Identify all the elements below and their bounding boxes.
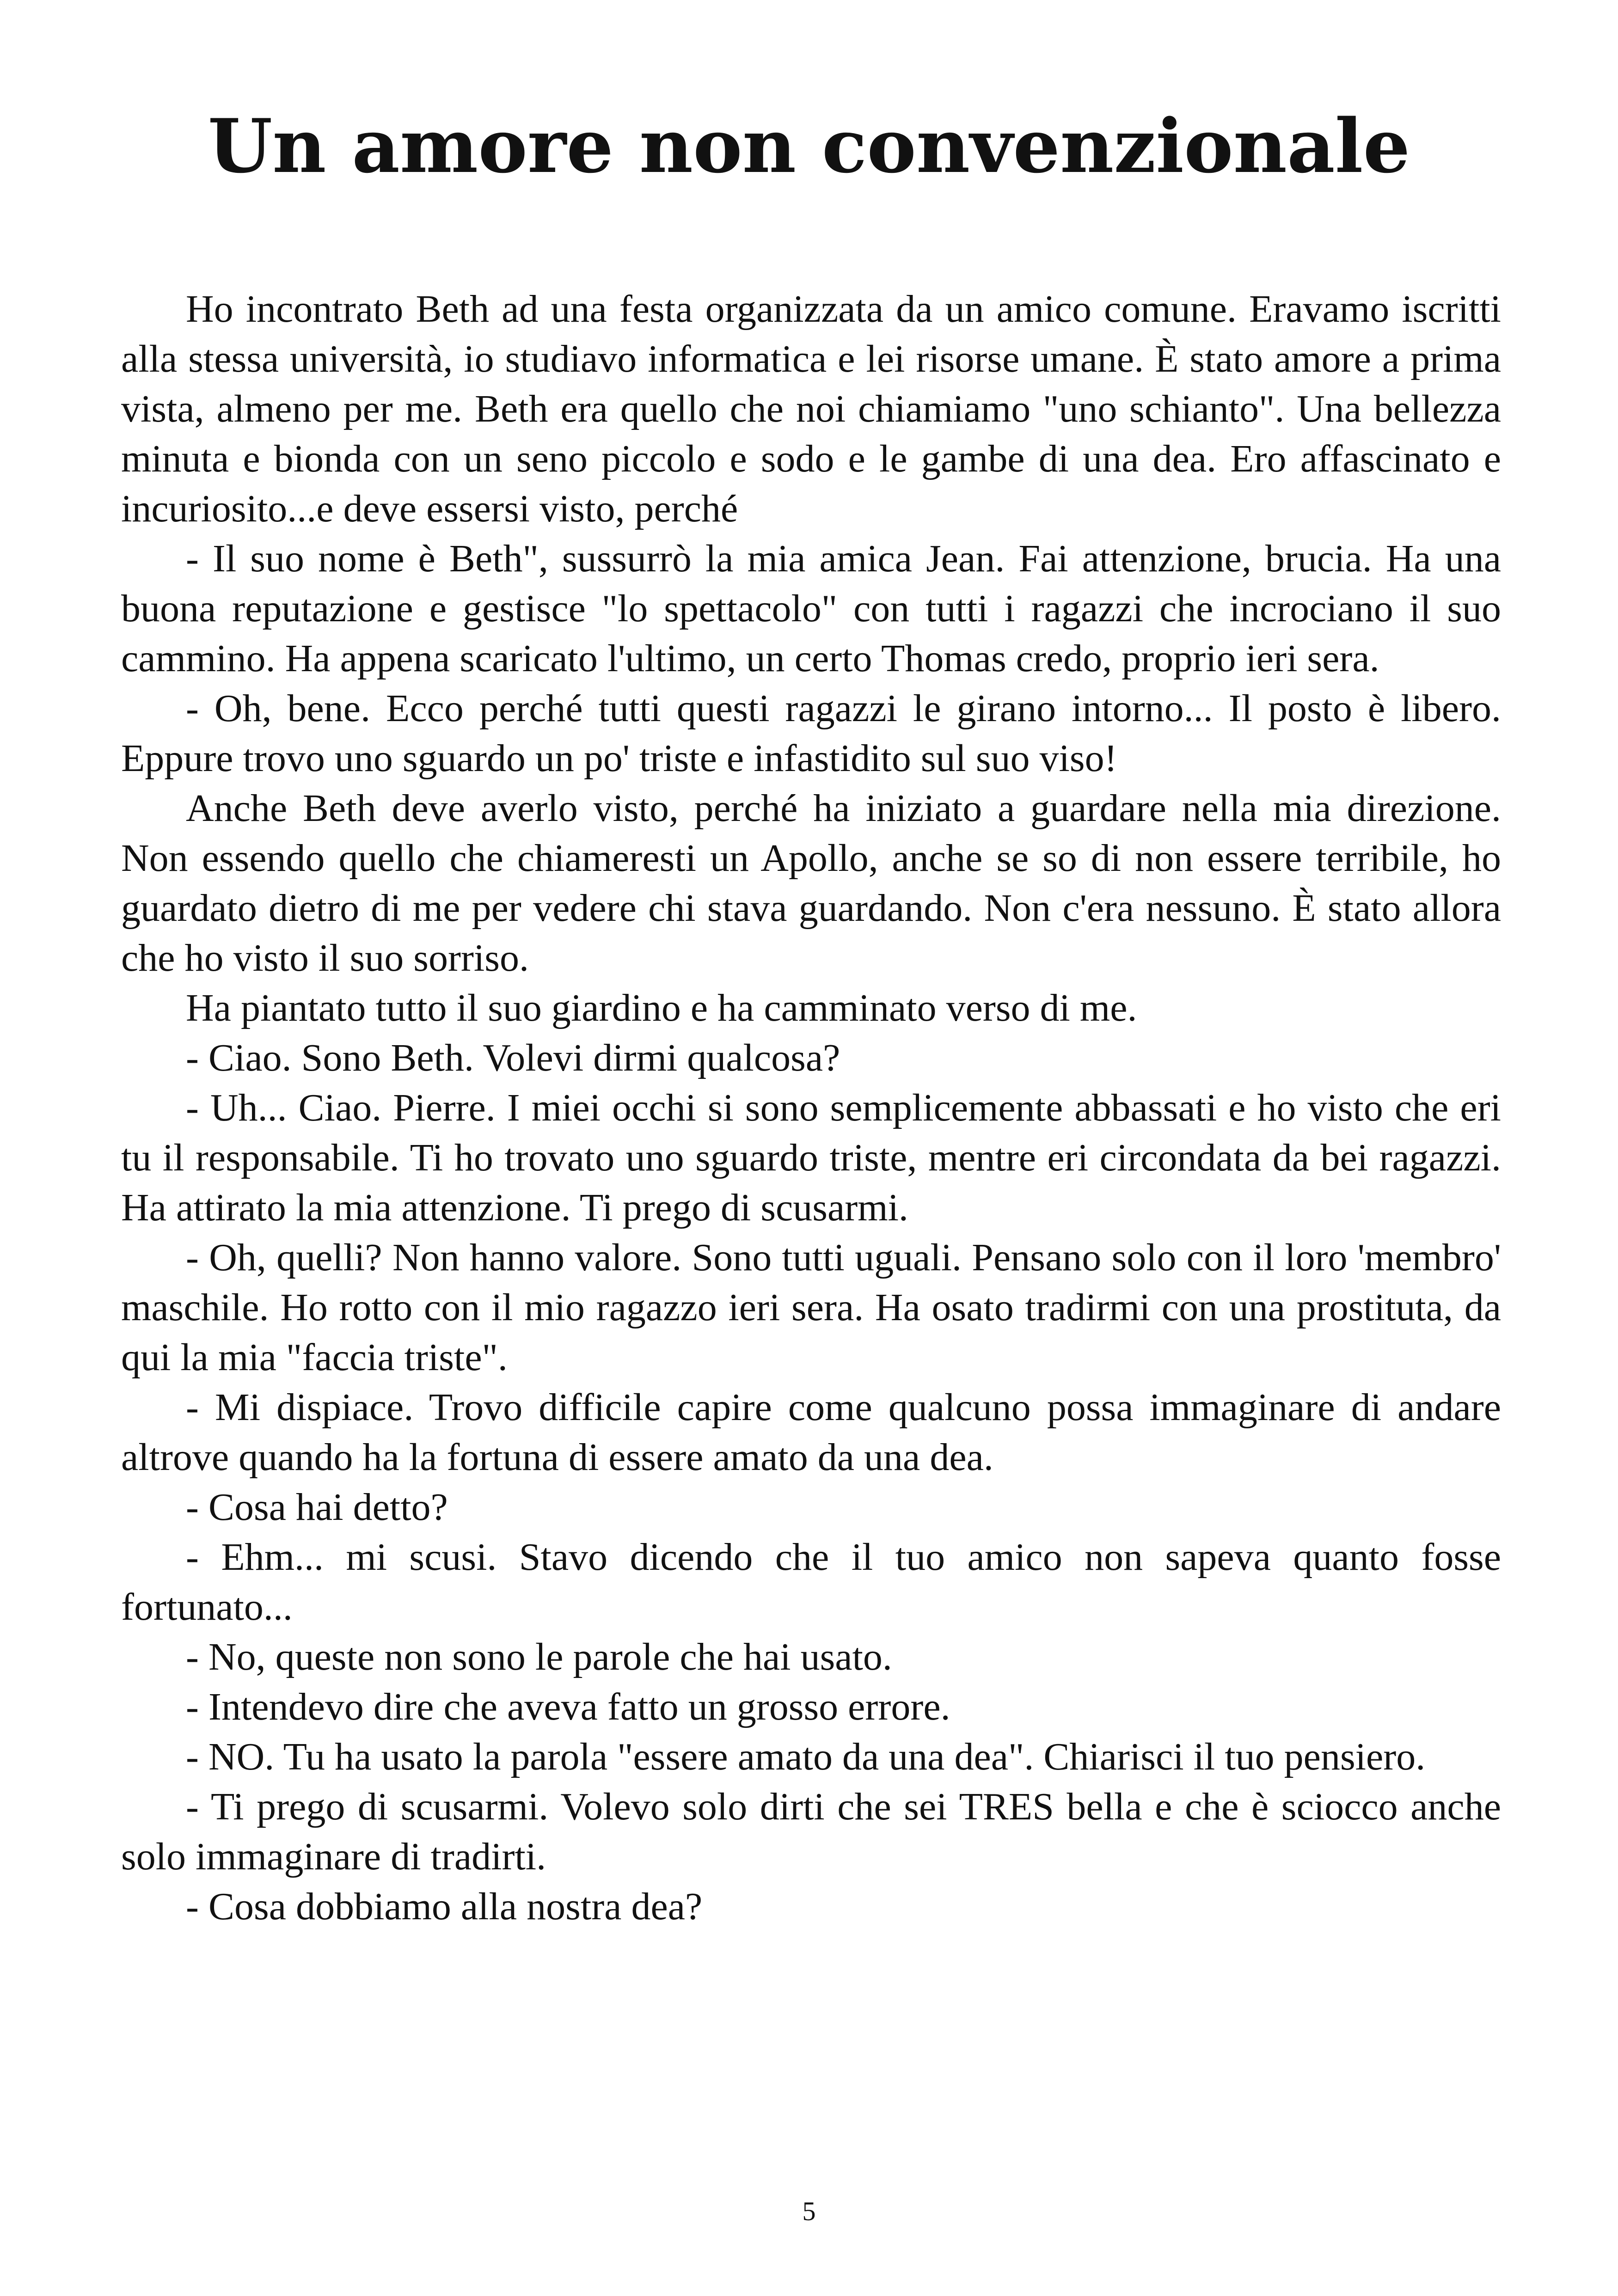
paragraph: - Intendevo dire che aveva fatto un grosso errore. <box>186 1685 950 1728</box>
paragraph: - Cosa dobbiamo alla nostra dea? <box>186 1885 703 1928</box>
paragraph: Ha piantato tutto il suo giardino e ha camminato verso di me. <box>186 986 1137 1029</box>
page-number: 5 <box>802 2196 816 2226</box>
paragraph: - Il suo nome è Beth", sussurrò la mia amica Jean. Fai attenzione, brucia. Ha una buona reputazione e gestisce "lo spettacolo" con tutti i ragazzi che incrociano il suo cammino. Ha appena scaricato l'ultimo, un certo Thomas credo, proprio ieri sera. <box>121 537 1501 680</box>
paragraph: - No, queste non sono le parole che hai usato. <box>186 1635 892 1678</box>
paragraph: - Ciao. Sono Beth. Volevi dirmi qualcosa? <box>186 1036 840 1079</box>
paragraph: - Oh, bene. Ecco perché tutti questi ragazzi le girano intorno... Il posto è libero. Eppure trovo uno sguardo un po' triste e infastidito sul suo viso! <box>121 687 1501 780</box>
paragraph: Ho incontrato Beth ad una festa organizzata da un amico comune. Eravamo iscritti alla stessa università, io studiavo informatica e lei risorse umane. È stato amore a prima vista, almeno per me. Beth era quello che noi chiamiamo "uno schianto". Una bellezza minuta e bionda con un seno piccolo e sodo e le gambe di una dea. Ero affascinato e incuriosito...e deve essersi visto, perché <box>121 288 1501 530</box>
paragraph: Anche Beth deve averlo visto, perché ha iniziato a guardare nella mia direzione. Non essendo quello che chiameresti un Apollo, anche se so di non essere terribile, ho guardato dietro di me per vedere chi stava guardando. Non c'era nessuno. È stato allora che ho visto il suo sorriso. <box>121 787 1501 980</box>
story-body <box>121 284 1501 1932</box>
paragraph: - Mi dispiace. Trovo difficile capire come qualcuno possa immaginare di andare altrove quando ha la fortuna di essere amato da una dea. <box>121 1386 1501 1479</box>
paragraph: - Ehm... mi scusi. Stavo dicendo che il tuo amico non sapeva quanto fosse fortunato... <box>121 1536 1501 1629</box>
paragraph: - Uh... Ciao. Pierre. I miei occhi si sono semplicemente abbassati e ho visto che eri tu il responsabile. Ti ho trovato uno sguardo triste, mentre eri circondata da bei ragazzi. Ha attirato la mia attenzione. Ti prego di scusarmi. <box>121 1086 1501 1229</box>
paragraph: - Oh, quelli? Non hanno valore. Sono tutti uguali. Pensano solo con il loro 'membro' maschile. Ho rotto con il mio ragazzo ieri sera. Ha osato tradirmi con una prostituta, da qui la mia "faccia triste". <box>121 1236 1501 1379</box>
paragraph: - Cosa hai detto? <box>186 1486 448 1529</box>
paragraph: - NO. Tu ha usato la parola "essere amato da una dea". Chiarisci il tuo pensiero. <box>186 1735 1426 1778</box>
paragraph: - Ti prego di scusarmi. Volevo solo dirti che sei TRES bella e che è sciocco anche solo immaginare di tradirti. <box>121 1785 1501 1878</box>
page-title: Un amore non convenzionale <box>208 103 1410 190</box>
